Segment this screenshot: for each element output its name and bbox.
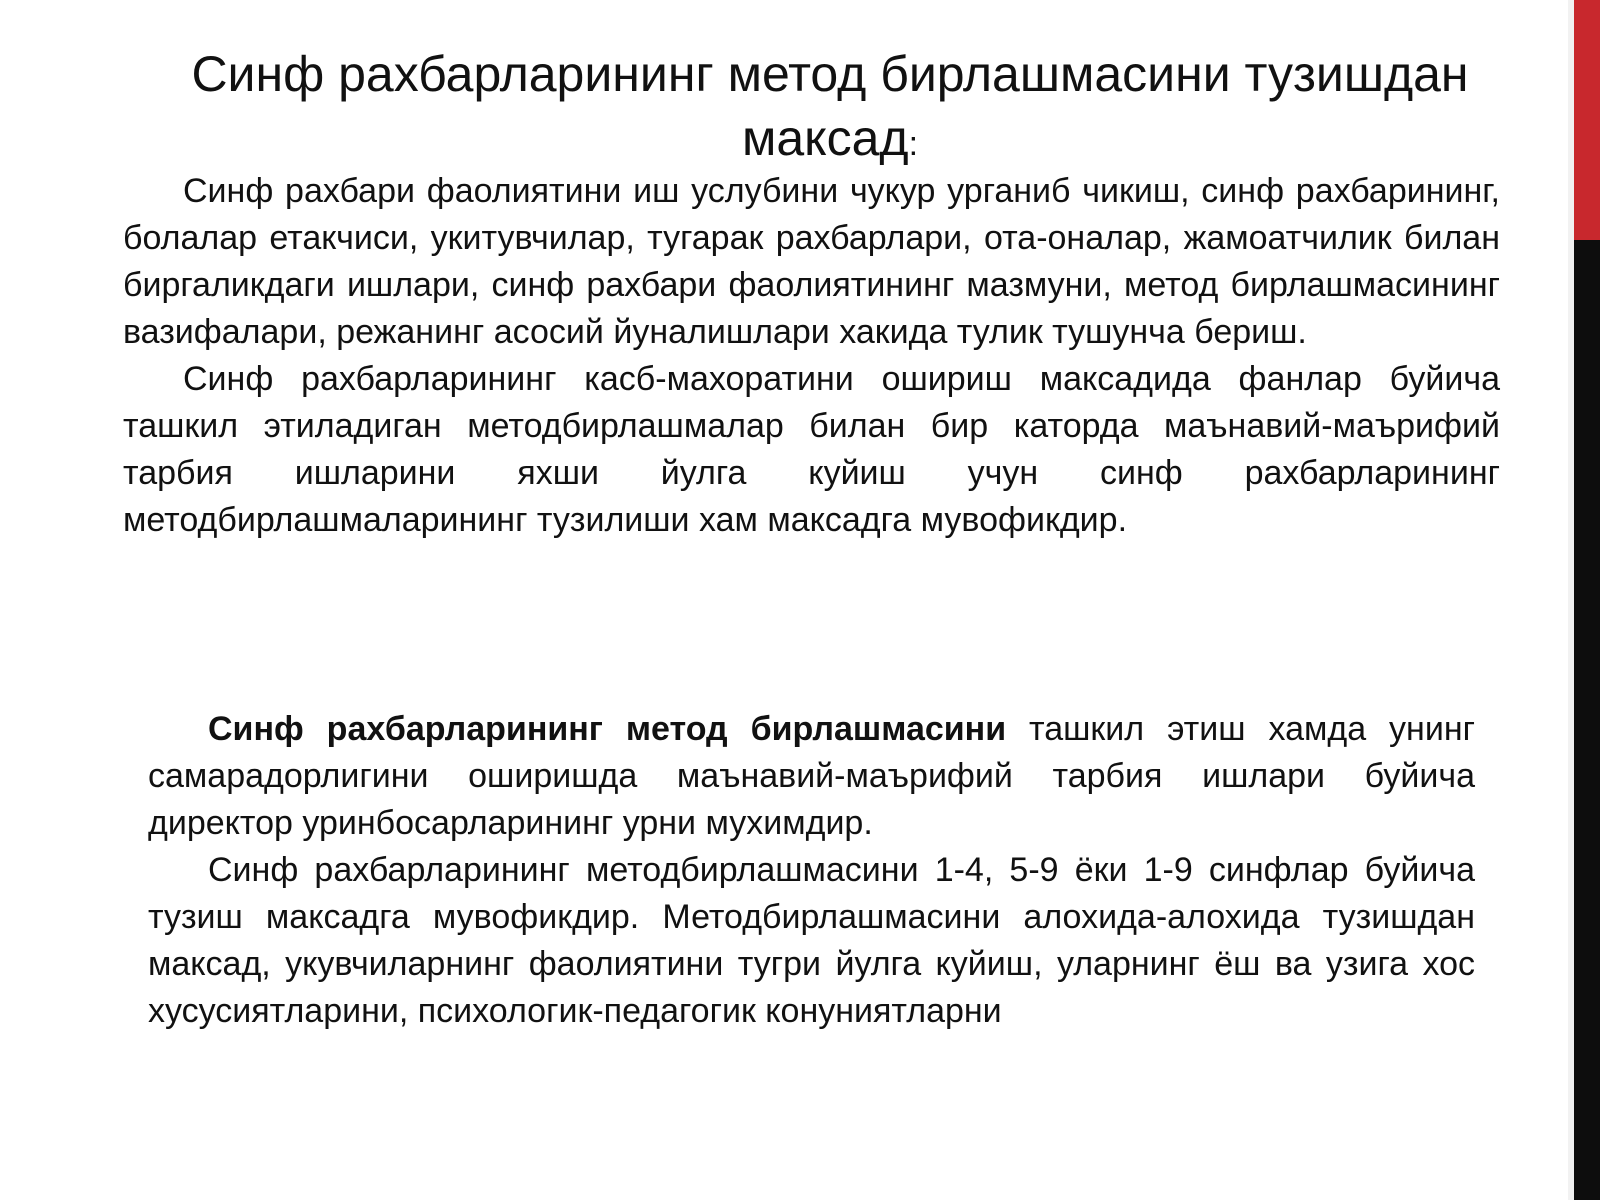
slide-title-text: Синф рахбарларининг метод бирлашмасини тузишдан максад — [191, 46, 1469, 166]
paragraph-goals-2: Синф рахбарларининг касб-махоратини ошириш максадида фанлар буйича ташкил этиладиган методбирлашмалар билан бир каторда маънавий-маърифий тарбия ишларини яхши йулга куйиш учун синф рахбарларининг методбирлашмаларининг тузилиши хам максадга мувофикдир. — [123, 360, 1500, 539]
paragraph-organization-1-rest: ташкил этиш хамда унинг самарадорлигини оширишда маънавий-маърифий тарбия ишлари буйича директор уринбосарларининг урни мухимдир. — [148, 710, 1475, 842]
side-accent-bar-red — [1574, 0, 1600, 240]
paragraph-organization-1-bold: Синф рахбарларининг метод бирлашмасини — [208, 710, 1007, 748]
slide-title-colon: : — [908, 125, 919, 163]
text-block-goals — [123, 168, 1500, 544]
side-accent-bar-black — [1574, 240, 1600, 1200]
paragraph-goals-1: Синф рахбари фаолиятини иш услубини чукур урганиб чикиш, синф рахбарининг, болалар етакчиси, укитувчилар, тугарак рахбарлари, ота-оналар, жамоатчилик билан биргаликдаги ишлари, синф рахбари фаолиятининг мазмуни, метод бирлашмасининг вазифалари, режанинг асосий йуналишлари хакида тулик тушунча бериш. — [123, 172, 1500, 351]
text-block-organization — [148, 706, 1475, 1035]
paragraph-organization-2: Синф рахбарларининг методбирлашмасини 1-4, 5-9 ёки 1-9 синфлар буйича тузиш максадга мувофикдир. Методбирлашмасини алохида-алохида тузишдан максад, укувчиларнинг фаолиятини тугри йулга куйиш, уларнинг ёш ва узига хос хусусиятларини, психологик-педагогик конуниятларни — [148, 851, 1475, 1030]
slide-title — [180, 42, 1480, 176]
paragraph-organization-1 — [148, 706, 1475, 847]
